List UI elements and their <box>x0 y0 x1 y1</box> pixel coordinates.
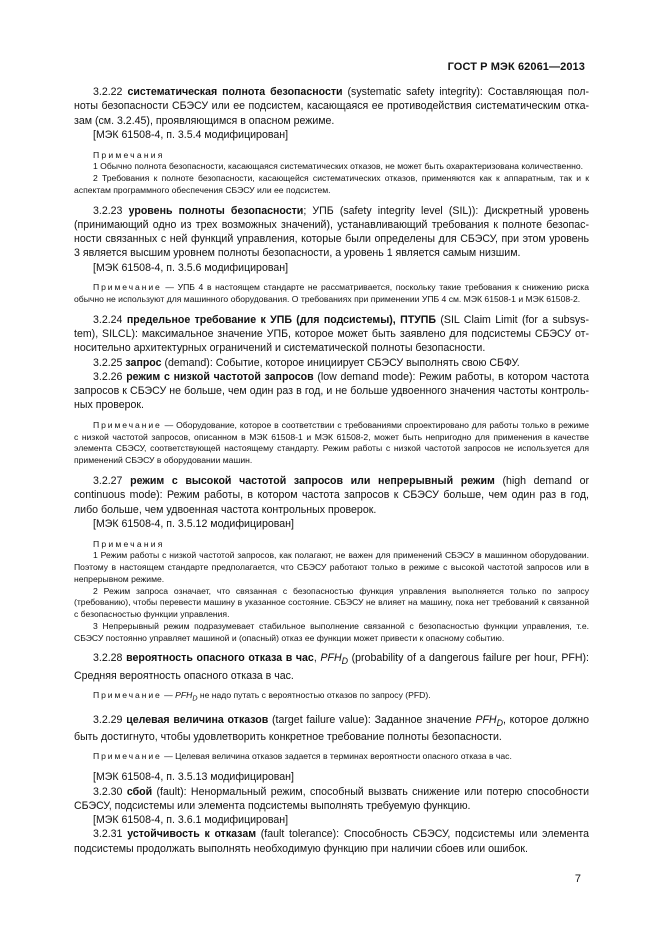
term-3-2-31 <box>74 827 589 856</box>
term-number: 3.2.29 <box>93 713 123 726</box>
term-title: режим с высокой частотой запросов или непрерывный режим <box>130 474 495 487</box>
term-title: сбой <box>126 785 153 798</box>
pfh-symbol: PFH <box>320 652 342 665</box>
note-label: Примечание <box>93 282 162 293</box>
notes-heading: Примечания <box>93 150 165 161</box>
term-3-2-29: 3.2.29 целевая величина отказов (target failure value): Заданное значение $PFH_D$, которое должно быть достигнуто, чтобы удовлетворить конкретное требование полноты безопасности. <box>74 713 589 744</box>
note-item <box>74 751 589 763</box>
reference: [МЭК 61508-4, п. 3.5.6 модифицирован] <box>93 261 289 274</box>
term-3-2-22 <box>74 85 589 128</box>
term-title: целевая величина отказов <box>126 713 269 726</box>
page-number: 7 <box>574 873 581 885</box>
pfh-subscript: D <box>192 694 198 703</box>
page-body <box>74 85 589 856</box>
term-3-2-26 <box>74 370 589 413</box>
term-title: уровень полноты безопасности <box>128 204 304 217</box>
term-3-2-27 <box>74 474 589 517</box>
note-item: 2 Требования к полноте безопасности, касающейся систематических отказов, применяются как к аппаратным, так и к аспектам программного обеспечения СБЭСУ или ее подсистем. <box>74 172 589 195</box>
note-text: не надо путать с вероятностью отказов по запросу (PFD). <box>197 690 431 701</box>
pfh-subscript: D <box>341 656 348 667</box>
reference: [МЭК 61508-4, п. 3.5.4 модифицирован] <box>93 128 289 141</box>
term-number: 3.2.27 <box>93 474 123 487</box>
term-definition: (high demand or continuous mode): Режим работы, в котором частота запросов к СБЭСУ больше, чем один раз в год, либо больше, чем удвоенная частота контрольных проверок. <box>74 474 589 516</box>
reference: [МЭК 61508-4, п. 3.5.13 модифицирован] <box>93 771 294 784</box>
note-text: — Целевая величина отказов задается в терминах вероятности опасного отказа в час. <box>161 751 512 762</box>
note-label: Примечание <box>93 751 162 762</box>
term-number: 3.2.26 <box>93 370 123 383</box>
term-title: устойчивость к отказам <box>127 828 257 841</box>
term-number: 3.2.23 <box>93 204 123 217</box>
note-item: 3 Непрерывный режим подразумевает стабильное выполнение связанной с безопасностью функции управления, т.е. СБЭСУ постоянно управляет машиной и (опасный) отказ ее функции может привести к опасному событию. <box>74 620 589 643</box>
term-title: вероятность опасного отказа в час <box>126 652 314 665</box>
term-number: 3.2.28 <box>93 652 123 665</box>
term-definition: (fault): Ненормальный режим, способный вызвать снижение или потерю способности СБЭСУ, подсистемы или элемента подсистемы выполнять требуемую функцию. <box>74 785 589 812</box>
term-title: предельное требование к УПБ (для подсистемы), ПТУПБ <box>126 313 437 326</box>
note-item: 2 Режим запроса означает, что связанная с безопасностью функция управления выполняется только по запросу (требованию), чтобы перевести машину в указанное состояние. СБЭСУ не влияет на машину, пока нет требований к связанной с безопасностью функции управления. <box>74 585 589 620</box>
notes-heading: Примечания <box>93 539 165 550</box>
note-item <box>74 420 589 467</box>
term-title: систематическая полнота безопасности <box>127 86 343 98</box>
note-text: — Оборудование, которое в соответствии с требованиями спроектировано для работы только в режиме с низкой частотой запросов, описанном в МЭК 61508-1 и МЭК 61508-2, может быть непригодно для применения в качестве элемента СБЭСУ, соответствующей настоящему стандарту. Режим работы с низкой частотой запросов не используется для применений СБЭСУ в оборудовании машин. <box>74 419 589 466</box>
note-item: 1 Обычно полнота безопасности, касающаяся систематических отказов, не может быть охарактеризована количественно. <box>93 161 583 172</box>
pfh-symbol: PFH <box>175 690 193 701</box>
note-text: — УПБ 4 в настоящем стандарте не рассматривается, поскольку такие требования к снижению риска обычно не используют для машинного оборудования. О требованиях при применении УПБ 4 см. МЭК 61508-1 и МЭК 61508-2. <box>74 282 589 304</box>
term-number: 3.2.25 <box>93 356 123 369</box>
term-3-2-23 <box>74 204 589 261</box>
pfh-symbol: PFH <box>475 713 497 726</box>
term-title: режим с низкой частотой запросов <box>126 370 314 383</box>
standard-header: ГОСТ Р МЭК 62061—2013 <box>447 61 585 73</box>
pfh-subscript: D <box>496 717 503 728</box>
term-definition: (SIL Claim Limit (for a subsystem), SILCL): максимальное значение УПБ, которое может быть заявлено для подсистемы СБЭСУ относительно архитектурных ограничений и систематической полноты безопасности. <box>74 313 589 355</box>
note-item: Примечание — $PFH_D$ не надо путать с вероятностью отказов по запросу (PFD). <box>93 690 431 703</box>
term-3-2-24 <box>74 313 589 356</box>
term-definition: ; УПБ (safety integrity level (SIL)): Дискретный уровень (принимающий одно из трех возможных значений), устанавливающий требования к полноте безопасности связанных с ней функций управления, которые были определены для СБЭСУ, при этом уровень 3 является высшим уровнем полноты безопасности, а уровень 1 является самым низшим. <box>74 204 589 260</box>
term-number: 3.2.24 <box>93 313 123 326</box>
term-number: 3.2.22 <box>93 86 123 98</box>
term-number: 3.2.31 <box>93 828 123 841</box>
note-item <box>74 282 589 306</box>
term-definition: , которое должно быть достигнуто, чтобы удовлетворить конкретное требование полноты безопасности. <box>74 713 589 744</box>
note-item: 1 Режим работы с низкой частотой запросов, как полагают, не важен для применений СБЭСУ в машинном оборудовании. Поэтому в настоящем стандарте предполагается, что СБЭСУ работают только в режиме с высокой частотой запросов или в непрерывном режиме. <box>74 550 589 584</box>
term-definition: (probability of a dangerous failure per hour, PFH): Средняя вероятность опасного отказа в час. <box>74 652 589 682</box>
term-3-2-28: 3.2.28 вероятность опасного отказа в час, $PFH_D$ (probability of a dangerous failure per hour, PFH): Средняя вероятность опасного отказа в час. <box>74 652 589 682</box>
term-title: запрос <box>125 356 162 369</box>
note-label: Примечание <box>93 419 162 430</box>
reference: [МЭК 61508-4, п. 3.6.1 модифицирован] <box>93 814 289 827</box>
term-3-2-30 <box>74 785 589 814</box>
term-number: 3.2.30 <box>93 785 123 798</box>
term-definition: (systematic safety integrity): Составляющая полноты безопасности СБЭСУ или ее подсистем, касающаяся ее противодействия систематическим отказам (см. 3.2.45), проявляющимся в опасном режиме. <box>74 86 589 127</box>
term-definition: (low demand mode): Режим работы, в котором частота запросов к СБЭСУ не больше, чем один раз в год, и не больше удвоенного значения частоты контрольных проверок. <box>74 370 590 412</box>
note-label: Примечание <box>93 690 162 701</box>
reference: [МЭК 61508-4, п. 3.5.12 модифицирован] <box>93 517 294 530</box>
term-definition: (demand): Событие, которое инициирует СБЭСУ выполнять свою СБФУ. <box>161 356 520 369</box>
term-3-2-25 <box>74 356 589 370</box>
term-definition: (fault tolerance): Способность СБЭСУ, подсистемы или элемента подсистемы продолжать выполнять необходимую функцию при наличии сбоев или ошибок. <box>74 828 589 855</box>
